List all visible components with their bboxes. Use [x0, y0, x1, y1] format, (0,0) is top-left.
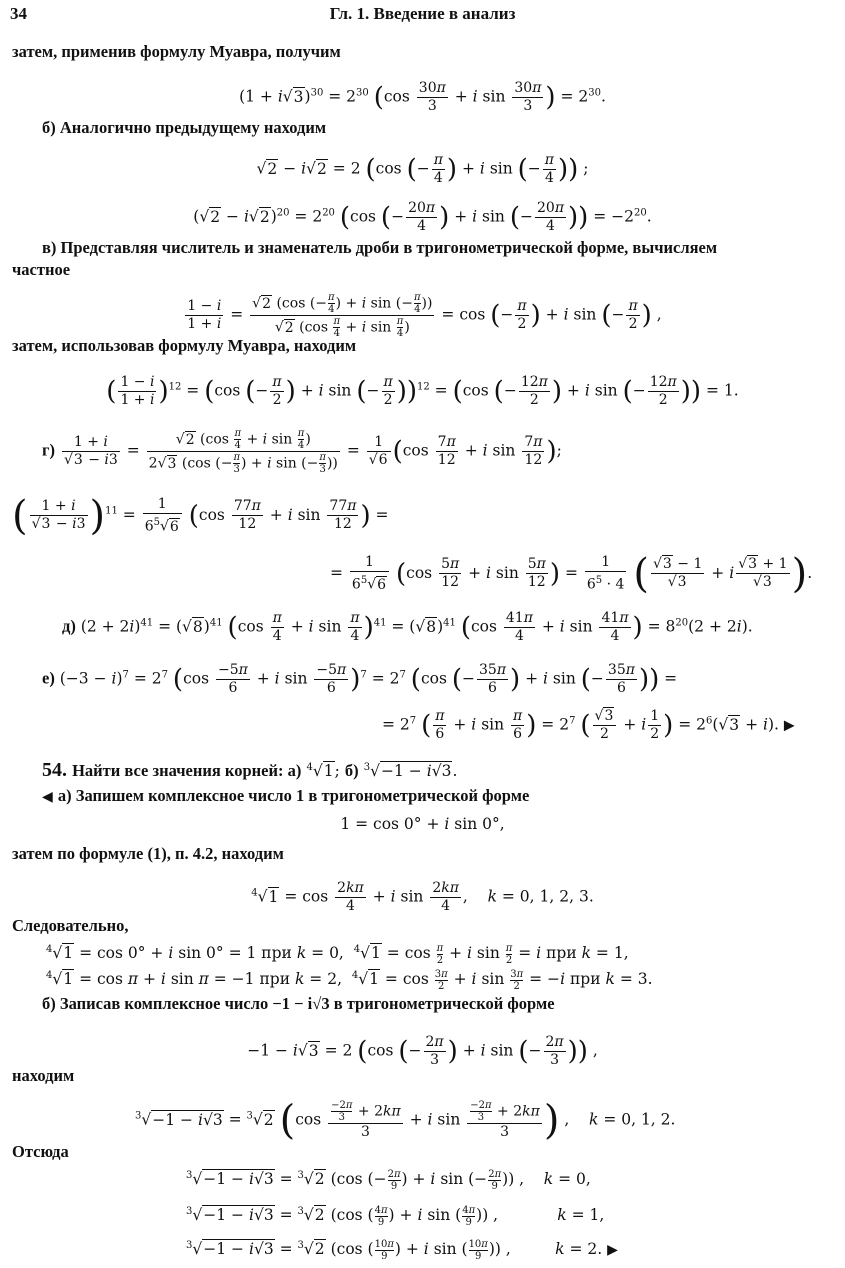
solution-a — [42, 786, 529, 807]
formula: 1 = cos 0° + i sin 0°, — [340, 815, 505, 833]
item-label: г) — [42, 440, 55, 460]
text-line: частное — [12, 260, 71, 279]
end-mark: ▶ — [607, 1242, 618, 1259]
formula: $^3$√−1 − i√3 = $^3$√2 (cos ( $\frac{4\pi}{9}$ ) + i sin ( $\frac{4\pi}{9}$ )) , k = 1, — [186, 1204, 605, 1228]
problem-part: б) — [344, 761, 359, 781]
text-line: б) Записав комплексное число −1 − i√3 в тригонометрической форме — [42, 994, 555, 1013]
formula: −1 − i√3 = 2 (cos (− $\frac{2\pi}{3}$ ) + i sin (− $\frac{2\pi}{3}$ )) , — [247, 1034, 598, 1068]
formula: ( $\frac{1 + i}{√3 - i3}$ )$^{11}$ = $\frac{1}{6^5√6}$ (cos $\frac{77\pi}{12}$ + i sin $\frac{77\pi}{12}$ ) = — [12, 492, 389, 539]
problem-number: 54. — [42, 759, 67, 782]
formula: ( $\frac{1 - i}{1 + i}$ )$^{12}$ = (cos (− $\frac{\pi}{2}$ ) + i sin (− $\frac{\pi}{2}$ ))$^{12}$ = (cos (− $\frac{12\pi}{2}$ ) + i sin (− $\frac{12\pi}{2}$ )) = 1. — [106, 374, 739, 408]
formula: $\frac{1 - i}{1 + i}$ = √2 (cos (− $\frac{\pi}{4}$ ) + i sin (− $\frac{\pi}{4}$ )) √2 (cos $\frac{\pi}{4}$ + i sin $\frac{\pi}{4}$ ) = cos (− $\frac{\pi}{2}$ ) + i sin (− $\frac{\pi}{2}$ ) , — [187, 292, 662, 339]
formula: = $\frac{1}{6^5√6}$ (cos $\frac{5\pi}{12}$ + i sin $\frac{5\pi}{12}$ ) = $\frac{1}{6^5 \cdot 4}$ ( $\frac{√3 - 1}{√3}$ + i $\frac{√3 + 1}{√3}$ ). — [330, 550, 813, 597]
item-label: е) — [42, 668, 55, 688]
problem-54: 54. Найти все значения корней: а) $^4$√1; б) $^3$√−1 − i√3. — [42, 759, 458, 782]
formula: д) $(2 + 2i)^{41} = (√8)^{41}$ (cos $\frac{\pi}{4}$ + i sin $\frac{\pi}{4}$ )$^{41} = (√8)^{41}$ (cos $\frac{41\pi}{4}$ + i sin $\frac{41\pi}{4}$ ) = $8^{20}(2 + 2i)$. — [62, 610, 753, 644]
formula: $^3$√−1 − i√3 = $^3$√2 (cos ( $\frac{10\pi}{9}$ ) + i sin ( $\frac{10\pi}{9}$ )) , k = 2. ▶ — [186, 1238, 618, 1262]
text-line: затем, использовав формулу Муавра, находим — [12, 336, 357, 355]
start-mark: ◀ — [42, 789, 53, 805]
end-mark: ▶ — [783, 717, 795, 734]
formula: $^4$√1 = cos $\frac{2k\pi}{4}$ + i sin $\frac{2k\pi}{4}$ , k = 0, 1, 2, 3. — [251, 880, 594, 914]
item-label: д) — [62, 616, 76, 636]
text-line: затем по формуле (1), п. 4.2, находим — [12, 844, 284, 863]
formula: е) $(-3 - i)^7 = 2^7$ (cos $\frac{-5\pi}{6}$ + i sin $\frac{-5\pi}{6}$ )$^7 = 2^7$ (cos (− $\frac{35\pi}{6}$ ) + i sin (− $\frac{35\pi}{6}$ )) = — [42, 662, 678, 696]
text-line: в) Представляя числитель и знаменатель дроби в тригонометрической форме, вычисляем — [42, 238, 718, 257]
formula: $^3$√−1 − i√3 = $^3$√2 (cos (− $\frac{2\pi}{9}$ ) + i sin (− $\frac{2\pi}{9}$ )) , k = 0, — [186, 1168, 591, 1192]
text-line: Отсюда — [12, 1142, 69, 1161]
formula: $^3$√−1 − i√3 = $^3$√2 (cos $\frac{-2\pi}{3}$ + 2kπ 3 + i sin $\frac{-2\pi}{3}$ + 2kπ 3 ) , k = 0, 1, 2. — [135, 1097, 676, 1144]
problem-text: Найти все значения корней: а) — [72, 761, 302, 781]
text-line: Следовательно, — [12, 916, 129, 935]
text-line: а) Запишем комплексное число 1 в тригонометрической форме — [57, 786, 530, 805]
formula: √2 − i√2 = 2 (cos (− $\frac{\pi}{4}$ ) + i sin (− $\frac{\pi}{4}$ )) ; — [256, 152, 589, 186]
page-number: 34 — [10, 4, 27, 23]
formula: $^4$√1 = cos 0° + i sin 0° = 1 при k = 0, $^4$√1 = cos $\frac{\pi}{2}$ + i sin $\frac{\pi}{2}$ = i при k = 1, — [46, 942, 629, 966]
formula: $^4$√1 = cos π + i sin π = −1 при k = 2, $^4$√1 = cos $\frac{3\pi}{2}$ + i sin $\frac{3\pi}{2}$ = −i при k = 3. — [46, 968, 653, 992]
chapter-title: Гл. 1. Введение в анализ — [329, 4, 516, 23]
formula: г) $\frac{1 + i}{√3 - i3}$ = √2 (cos $\frac{\pi}{4}$ + i sin $\frac{\pi}{4}$ ) 2√3 (cos (− $\frac{\pi}{3}$ ) + i sin (− $\frac{\pi}{3}$ )) = $\frac{1}{√6}$ (cos $\frac{7\pi}{12}$ + i sin $\frac{7\pi}{12}$ ); — [42, 428, 562, 475]
formula: $(1 + i√3)^{30} = 2^{30}$ (cos $\frac{30\pi}{3}$ + i sin $\frac{30\pi}{3}$ ) = $2^{30}$. — [239, 80, 606, 114]
formula: $(√2 - i√2)^{20} = 2^{20}$ (cos (− $\frac{20\pi}{4}$ ) + i sin (− $\frac{20\pi}{4}$ )) = $-2^{20}$. — [193, 200, 652, 234]
text-line: затем, применив формулу Муавра, получим — [12, 42, 341, 61]
formula: = $2^7$ ( $\frac{\pi}{6}$ + i sin $\frac{\pi}{6}$ ) = $2^7$ ( $\frac{√3}{2}$ + i $\frac{1}{2}$ ) = $2^6(√3 + i)$. ▶ — [382, 708, 795, 742]
text-line: находим — [12, 1066, 75, 1085]
text-line: б) Аналогично предыдущему находим — [42, 118, 327, 137]
